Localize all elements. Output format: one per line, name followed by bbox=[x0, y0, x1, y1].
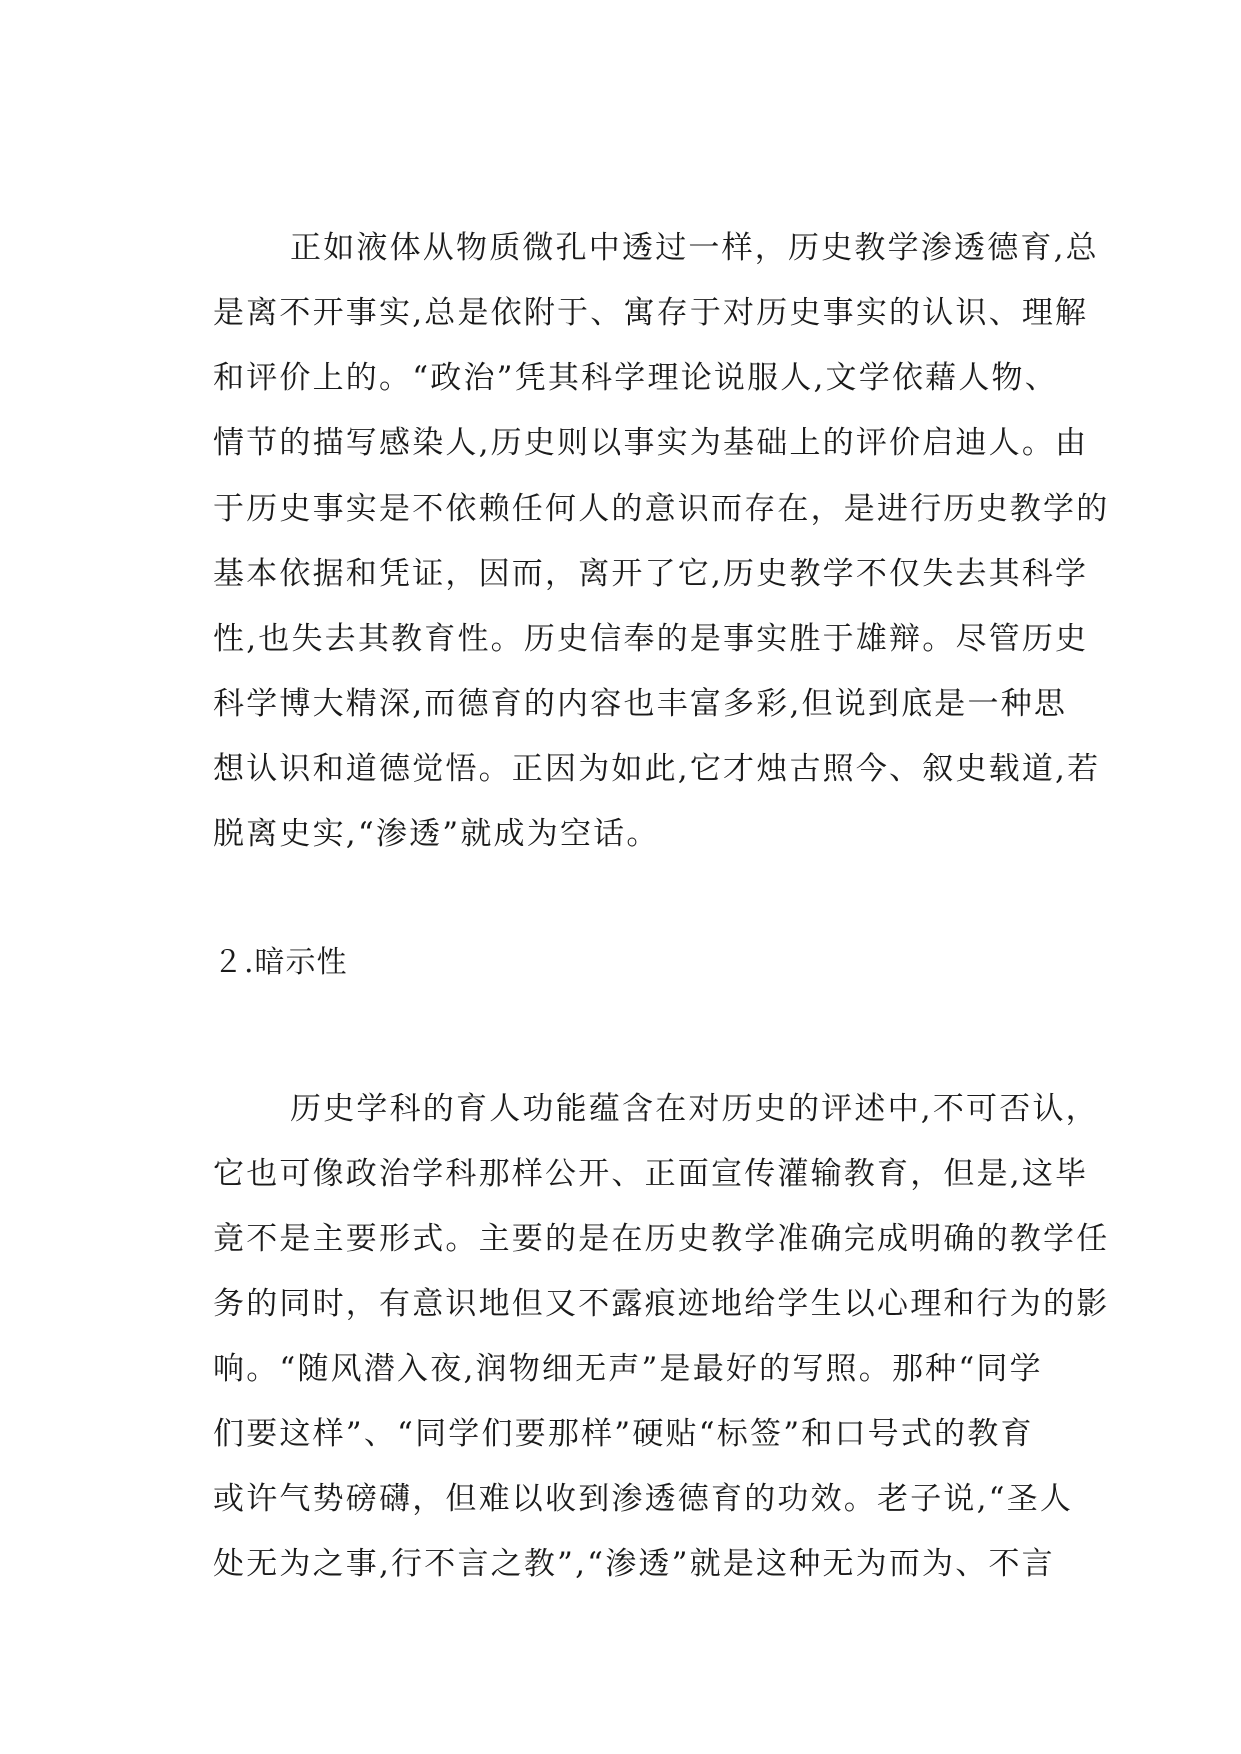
paragraph-line: 竟不是主要形式。主要的是在历史教学准确完成明确的教学任 bbox=[213, 1221, 1110, 1257]
paragraph-line: 响。“随风潜入夜,润物细无声”是最好的写照。那种“同学 bbox=[213, 1351, 1043, 1387]
paragraph-line: 或许气势磅礴，但难以收到渗透德育的功效。老子说,“圣人 bbox=[213, 1481, 1074, 1517]
paragraph-line: 于历史事实是不依赖任何人的意识而存在，是进行历史教学的 bbox=[213, 491, 1110, 527]
paragraph-line: 务的同时，有意识地但又不露痕迹地给学生以心理和行为的影 bbox=[213, 1286, 1110, 1322]
paragraph-line: 是离不开事实,总是依附于、寓存于对历史事实的认识、理解 bbox=[213, 295, 1089, 331]
paragraph-line: 们要这样”、“同学们要那样”硬贴“标签”和口号式的教育 bbox=[213, 1416, 1034, 1452]
paragraph-line: 想认识和道德觉悟。正因为如此,它才烛古照今、叙史载道,若 bbox=[213, 751, 1101, 787]
paragraph-line: 和评价上的。“政治”凭其科学理论说服人,文学依藉人物、 bbox=[213, 360, 1058, 396]
paragraph-line: 处无为之事,行不言之教”,“渗透”就是这种无为而为、不言 bbox=[213, 1546, 1055, 1582]
paragraph-line: 历史学科的育人功能蕴含在对历史的评述中,不可否认， bbox=[290, 1091, 1099, 1127]
section-heading: ２.暗示性 bbox=[213, 945, 348, 980]
paragraph-line: 情节的描写感染人,历史则以事实为基础上的评价启迪人。由 bbox=[213, 425, 1089, 461]
paragraph-line: 性,也失去其教育性。历史信奉的是事实胜于雄辩。尽管历史 bbox=[213, 621, 1089, 657]
paragraph-line: 脱离史实,“渗透”就成为空话。 bbox=[213, 816, 660, 852]
paragraph-line: 正如液体从物质微孔中透过一样，历史教学渗透德育,总 bbox=[290, 230, 1099, 266]
paragraph-line: 它也可像政治学科那样公开、正面宣传灌输教育，但是,这毕 bbox=[213, 1156, 1089, 1192]
paragraph-line: 基本依据和凭证，因而，离开了它,历史教学不仅失去其科学 bbox=[213, 556, 1089, 592]
paragraph-line: 科学博大精深,而德育的内容也丰富多彩,但说到底是一种思 bbox=[213, 686, 1068, 722]
